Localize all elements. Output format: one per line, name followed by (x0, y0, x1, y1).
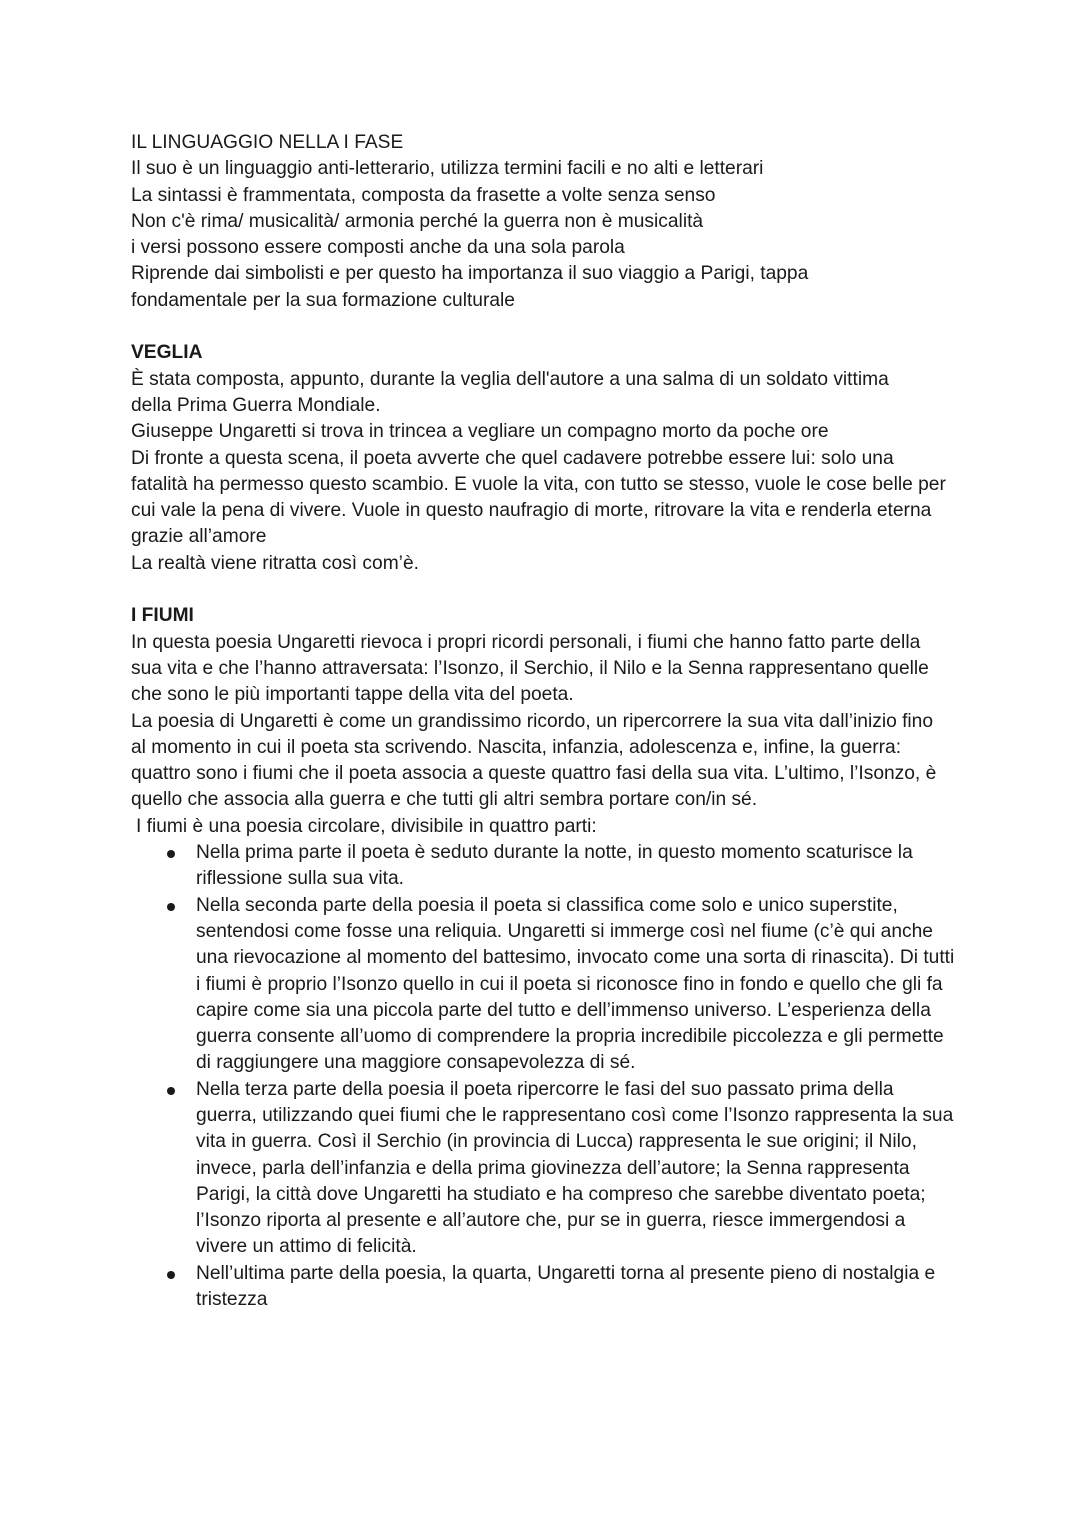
linguaggio-line-3: Non c'è rima/ musicalità/ armonia perché la guerra non è musicalità (131, 210, 704, 232)
list-item (131, 1261, 956, 1314)
bullet-icon (167, 850, 175, 858)
section-title-linguaggio: IL LINGUAGGIO NELLA I FASE (131, 132, 404, 153)
fiumi-paragraph-1: In questa poesia Ungaretti rievoca i propri ricordi personali, i fiumi che hanno fatto parte della sua vita e che l’hanno attraversata: l’Isonzo, il Serchio, il Nilo e la Senna rappresentano quelle che sono le più importanti tappe della vita del poeta. (131, 631, 929, 706)
bullet-icon (167, 1087, 175, 1095)
bullet-icon (167, 903, 175, 911)
linguaggio-line-1: Il suo è un linguaggio anti-letterario, utilizza termini facili e no alti e letterari (131, 158, 764, 180)
list-item (131, 1077, 956, 1261)
fiumi-bullet-list (131, 840, 961, 1313)
linguaggio-line-4: i versi possono essere composti anche da una sola parola (131, 237, 625, 259)
fiumi-paragraph-2: La poesia di Ungaretti è come un grandissimo ricordo, un ripercorrere la sua vita dall’inizio fino al momento in cui il poeta sta scrivendo. Nascita, infanzia, adolescenza e, infine, la guerra: quattro sono i fiumi che il poeta associa a queste quattro fasi della sua vita. L’ultimo, l’Isonzo, è quello che associa alla guerra e che tutti gli altri sembra portare con/in sé. (131, 710, 937, 811)
bullet-icon (167, 1271, 175, 1279)
linguaggio-line-2: La sintassi è frammentata, composta da frasette a volte senza senso (131, 184, 716, 206)
veglia-paragraph-2: Giuseppe Ungaretti si trova in trincea a vegliare un compagno morto da poche ore (131, 421, 829, 443)
veglia-paragraph-4: La realtà viene ritratta così com’è. (131, 552, 419, 574)
list-item (131, 893, 956, 1077)
fiumi-intro: I fiumi è una poesia circolare, divisibile in quattro parti: (136, 815, 597, 837)
fiumi-bullet-1: Nella prima parte il poeta è seduto durante la notte, in questo momento scaturisce la riflessione sulla sua vita. (196, 842, 913, 890)
section-linguaggio (131, 130, 961, 314)
section-fiumi (131, 603, 961, 1313)
fiumi-bullet-3: Nella terza parte della poesia il poeta ripercorre le fasi del suo passato prima della guerra, utilizzando quei fiumi che le rappresentano così come l’Isonzo rappresenta la sua vita in guerra. Così il Serchio (in provincia di Lucca) rappresenta le sue origini; il Nilo, invece, parla dell’infanzia e della prima giovinezza dell’autore; la Senna rappresenta Parigi, la città dove Ungaretti ha studiato e ha compreso che sarebbe diventato poeta; l’Isonzo riporta al presente e all’autore che, pur se in guerra, riesce immergendosi a vivere un attimo di felicità. (196, 1078, 954, 1258)
list-item (131, 840, 956, 893)
linguaggio-line-5: Riprende dai simbolisti e per questo ha importanza il suo viaggio a Parigi, tappa fondamentale per la sua formazione culturale (131, 263, 809, 311)
fiumi-bullet-4: Nell’ultima parte della poesia, la quarta, Ungaretti torna al presente pieno di nostalgia e tristezza (196, 1262, 936, 1311)
fiumi-bullet-2: Nella seconda parte della poesia il poeta si classifica come solo e unico superstite, sentendosi come fosse una reliquia. Ungaretti si immerge così nel fiume (c’è qui anche una rievocazione al momento del battesimo, invocato come una sorta di rinascita). Di tutti i fiumi è proprio l’Isonzo quello in cui il poeta si riconosce fino in fondo e quello che gli fa capire come sia una piccola parte del tutto e dell’immenso universo. L’esperienza della guerra consente all’uomo di comprendere la propria incredibile piccolezza e gli permette di raggiungere una maggiore consapevolezza di sé. (196, 894, 955, 1074)
document-page (131, 130, 961, 1313)
section-title-veglia: VEGLIA (131, 342, 203, 364)
veglia-paragraph-1: È stata composta, appunto, durante la veglia dell'autore a una salma di un soldato vittima della Prima Guerra Mondiale. (131, 368, 889, 416)
section-title-fiumi: I FIUMI (131, 605, 194, 627)
veglia-paragraph-3: Di fronte a questa scena, il poeta avverte che quel cadavere potrebbe essere lui: solo una fatalità ha permesso questo scambio. E vuole la vita, con tutto se stesso, vuole le cose belle per cui vale la pena di vivere. Vuole in questo naufragio di morte, ritrovare la vita e renderla eterna grazie all’amore (131, 447, 946, 548)
section-veglia (131, 340, 961, 577)
